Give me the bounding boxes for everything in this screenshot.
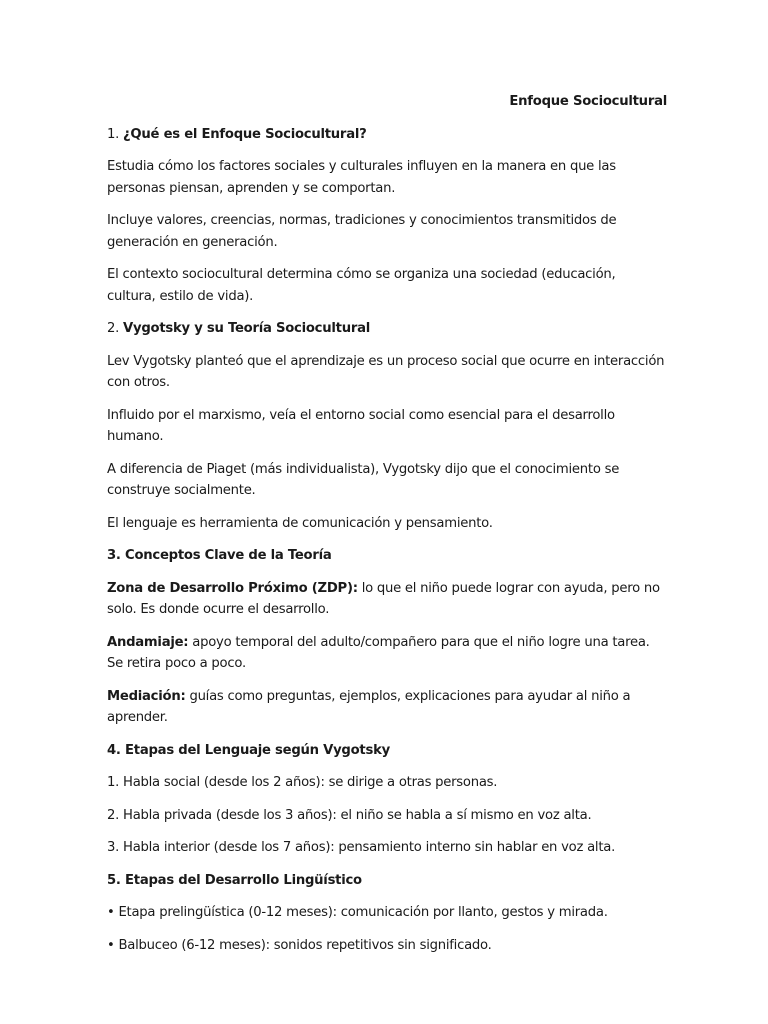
- section-2-heading: [107, 318, 667, 340]
- concept-definition: lo que el niño puede lograr con ayuda, pero no solo. Es donde ocurre el desarrollo.: [107, 580, 660, 617]
- section-2-heading-text: Vygotsky y su Teoría Sociocultural: [123, 321, 371, 336]
- list-item: 3. Habla interior (desde los 7 años): pensamiento interno sin hablar en voz alta.: [107, 840, 616, 855]
- concept-item: [107, 578, 667, 621]
- concept-item: [107, 632, 667, 675]
- document-title: Enfoque Sociocultural: [509, 94, 667, 109]
- concept-term: Mediación:: [107, 688, 186, 704]
- paragraph: El lenguaje es herramienta de comunicación y pensamiento.: [107, 515, 493, 531]
- paragraph: Influido por el marxismo, veía el entorno social como esencial para el desarrollo humano.: [107, 407, 615, 444]
- section-4-heading: 4. Etapas del Lenguaje según Vygotsky: [107, 742, 390, 758]
- concept-definition: apoyo temporal del adulto/compañero para que el niño logre una tarea. Se retira poco a poco.: [107, 634, 650, 671]
- list-item: 1. Habla social (desde los 2 años): se dirige a otras personas.: [107, 775, 498, 790]
- paragraph: Lev Vygotsky planteó que el aprendizaje es un proceso social que ocurre en interacción con otros.: [107, 353, 665, 390]
- list-item: • Etapa prelingüística (0-12 meses): comunicación por llanto, gestos y mirada.: [107, 905, 608, 920]
- concept-term: Zona de Desarrollo Próximo (ZDP):: [107, 580, 358, 596]
- section-2-number: 2.: [107, 321, 124, 336]
- document-body: [107, 91, 667, 967]
- paragraph: Estudia cómo los factores sociales y culturales influyen en la manera en que las personas piensan, aprenden y se comportan.: [107, 159, 616, 196]
- section-1-heading: [107, 124, 667, 146]
- paragraph: A diferencia de Piaget (más individualista), Vygotsky dijo que el conocimiento se construye socialmente.: [107, 461, 620, 498]
- section-1-number: 1.: [107, 126, 124, 142]
- concept-item: [107, 686, 667, 729]
- paragraph: Incluye valores, creencias, normas, tradiciones y conocimientos transmitidos de generación en generación.: [107, 213, 617, 250]
- section-1-heading-text: ¿Qué es el Enfoque Sociocultural?: [123, 126, 367, 142]
- concept-term: Andamiaje:: [107, 634, 189, 650]
- section-3-heading: 3. Conceptos Clave de la Teoría: [107, 548, 332, 563]
- concept-definition: guías como preguntas, ejemplos, explicaciones para ayudar al niño a aprender.: [107, 688, 631, 725]
- section-5-heading: 5. Etapas del Desarrollo Lingüístico: [107, 872, 362, 888]
- list-item: • Balbuceo (6-12 meses): sonidos repetitivos sin significado.: [107, 937, 492, 953]
- list-item: 2. Habla privada (desde los 3 años): el niño se habla a sí mismo en voz alta.: [107, 807, 592, 823]
- paragraph: El contexto sociocultural determina cómo se organiza una sociedad (educación, cultura, estilo de vida).: [107, 267, 616, 304]
